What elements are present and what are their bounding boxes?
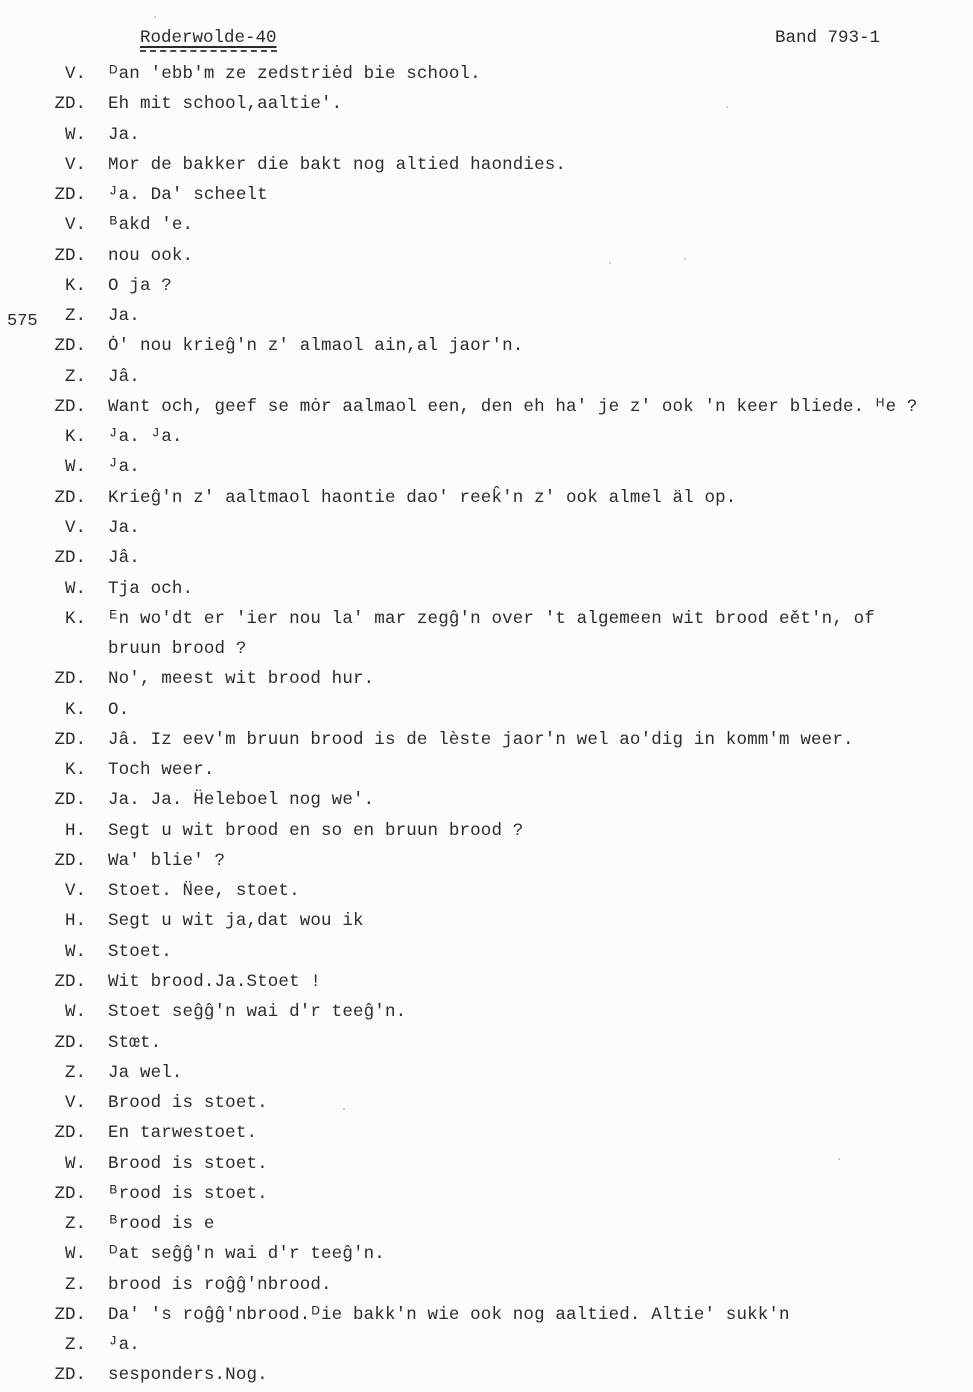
transcript-line [0, 483, 973, 513]
line-text: Eh mit school,aaltie'. [108, 94, 343, 115]
speaker-label: ZD. [54, 336, 86, 357]
speaker-label: ZD. [54, 790, 86, 811]
speaker-label: K. [64, 275, 86, 296]
line-text: ᴮrood is stoet. [108, 1183, 268, 1204]
line-text: ᴶa. [108, 1335, 140, 1356]
transcript-line [0, 906, 973, 936]
transcript-line [0, 150, 973, 180]
transcript-line [0, 785, 973, 815]
speaker-label: ZD. [54, 245, 86, 266]
transcript-line [0, 301, 973, 331]
transcript-line [0, 816, 973, 846]
line-text: Krieĝ'n z' aaltmaol haontie dao' reek̂'n z' ook almel äl op. [108, 487, 737, 508]
transcript-line [0, 1330, 973, 1360]
speaker-label: V. [64, 517, 86, 538]
transcript-line [0, 574, 973, 604]
transcript-line [0, 846, 973, 876]
line-text: ᴮrood is e [108, 1214, 215, 1235]
transcript [0, 59, 973, 1391]
line-text: brood is roĝĝ'nbrood. [108, 1274, 332, 1295]
transcript-line [0, 1300, 973, 1330]
speaker-label: ZD. [54, 729, 86, 750]
line-text: ᴶa. [108, 457, 140, 478]
transcript-line [0, 331, 973, 361]
speaker-label: ZD. [54, 1123, 86, 1144]
line-text: Stoet. N̈ee, stoet. [108, 881, 300, 902]
speaker-label: K. [64, 608, 86, 629]
transcript-line [0, 392, 973, 422]
line-text: O ja ? [108, 275, 172, 296]
page-header [0, 28, 973, 62]
transcript-line [0, 664, 973, 694]
transcript-line [0, 120, 973, 150]
line-text: ᴶa. ᴶa. [108, 427, 183, 448]
line-text: Wa' blie' ? [108, 850, 226, 871]
speaker-label: K. [64, 760, 86, 781]
speaker-label: W. [64, 1244, 86, 1265]
speaker-label: W. [64, 457, 86, 478]
speaker-label: ZD. [54, 1032, 86, 1053]
line-text: Toch weer. [108, 760, 215, 781]
transcript-line [0, 513, 973, 543]
speaker-label: W. [64, 124, 86, 145]
line-text: Stœt. [108, 1032, 162, 1053]
transcript-line [0, 937, 973, 967]
line-text: No', meest wit brood hur. [108, 669, 375, 690]
line-text: Segt u wit ja,dat wou ik [108, 911, 364, 932]
speaker-label: V. [64, 215, 86, 236]
speaker-label: V. [64, 64, 86, 84]
line-text: Want och, geef se mȯr aalmaol een, den eh ha' je z' ook 'n keer bliede. ᴴe ? [108, 396, 918, 417]
transcript-line [0, 1239, 973, 1269]
speaker-label: V. [64, 154, 86, 175]
speaker-label: W. [64, 1002, 86, 1023]
speaker-label: K. [64, 699, 86, 720]
line-text: Da' 's roĝĝ'nbrood.ᴰie bakk'n wie ook nog aaltied. Altie' sukk'n [108, 1304, 790, 1325]
scan-speck [154, 16, 156, 18]
line-text: Brood is stoet. [108, 1153, 268, 1174]
line-text: Segt u wit brood en so en bruun brood ? [108, 820, 524, 841]
transcript-line [0, 634, 973, 664]
speaker-label: ZD. [54, 396, 86, 417]
transcript-line [0, 1149, 973, 1179]
speaker-label: H. [64, 820, 86, 841]
line-text: En tarwestoet. [108, 1123, 258, 1144]
transcript-line [0, 210, 973, 240]
transcript-line [0, 362, 973, 392]
speaker-label: ZD. [54, 971, 86, 992]
speaker-label: ZD. [54, 185, 86, 206]
transcript-line [0, 1270, 973, 1300]
line-text: Ȯ' nou krieĝ'n z' almaol ain,al jaor'n. [108, 336, 524, 357]
line-text: Tja och. [108, 578, 194, 599]
transcript-line [0, 725, 973, 755]
speaker-label: W. [64, 1153, 86, 1174]
transcript-line [0, 452, 973, 482]
speaker-label: K. [64, 427, 86, 448]
transcript-line [0, 1118, 973, 1148]
transcript-line [0, 755, 973, 785]
speaker-label: Z. [64, 1274, 86, 1295]
speaker-label: H. [64, 911, 86, 932]
speaker-label: V. [64, 881, 86, 902]
line-text: bruun brood ? [108, 639, 247, 660]
speaker-label: ZD. [54, 1183, 86, 1204]
line-text: ᴰan 'ebb'm ze zedstriėd bie school. [108, 64, 481, 84]
line-text: ᴰat seĝĝ'n wai d'r teeĝ'n. [108, 1244, 385, 1265]
line-text: Wit brood.Ja.Stoet ! [108, 971, 322, 992]
speaker-label: Z. [64, 306, 86, 327]
line-text: sesponders.Nog. [108, 1365, 268, 1386]
transcript-line [0, 59, 973, 89]
speaker-label: ZD. [54, 487, 86, 508]
transcript-line [0, 967, 973, 997]
speaker-label: Z. [64, 1062, 86, 1083]
transcript-line [0, 180, 973, 210]
transcript-line [0, 1179, 973, 1209]
speaker-label: ZD. [54, 94, 86, 115]
transcript-line [0, 997, 973, 1027]
speaker-label: Z. [64, 366, 86, 387]
speaker-label: ZD. [54, 548, 86, 569]
transcript-line [0, 89, 973, 119]
speaker-label: ZD. [54, 1365, 86, 1386]
line-text: Ja wel. [108, 1062, 183, 1083]
transcript-line [0, 241, 973, 271]
speaker-label: Z. [64, 1335, 86, 1356]
line-text: Stoet seĝĝ'n wai d'r teeĝ'n. [108, 1002, 407, 1023]
line-text: Jâ. [108, 548, 140, 569]
page-title: Roderwolde-40 [140, 28, 277, 52]
transcript-line [0, 876, 973, 906]
transcript-line [0, 271, 973, 301]
speaker-label: Z. [64, 1214, 86, 1235]
transcript-line [0, 422, 973, 452]
transcript-line [0, 695, 973, 725]
line-text: Ja. [108, 306, 140, 327]
line-text: Ja. [108, 517, 140, 538]
margin-line-number: 575 [7, 312, 38, 332]
line-text: Jâ. Iz eev'm bruun brood is de lèste jaor'n wel ao'dig in komm'm weer. [108, 729, 854, 750]
transcript-line [0, 1058, 973, 1088]
line-text: Ja. [108, 124, 140, 145]
transcript-line [0, 1028, 973, 1058]
line-text: O. [108, 699, 130, 720]
speaker-label: V. [64, 1093, 86, 1114]
line-text: ᴶa. Da' scheelt [108, 185, 268, 206]
speaker-label: ZD. [54, 669, 86, 690]
transcript-line [0, 543, 973, 573]
line-text: Mor de bakker die bakt nog altied haondies. [108, 154, 567, 175]
transcript-line [0, 604, 973, 634]
transcript-line [0, 1360, 973, 1390]
line-text: Brood is stoet. [108, 1093, 268, 1114]
speaker-label: ZD. [54, 850, 86, 871]
line-text: ᴮakd 'e. [108, 215, 194, 236]
band-number: Band 793-1 [775, 28, 881, 48]
speaker-label: ZD. [54, 1304, 86, 1325]
speaker-label: W. [64, 578, 86, 599]
line-text: Ja. Ja. Ḧeleboel nog we'. [108, 790, 375, 811]
line-text: ᴱn wo'dt er 'ier nou la' mar zegĝ'n over 't algemeen wit brood eět'n, of [108, 608, 875, 629]
speaker-label: W. [64, 941, 86, 962]
line-text: nou ook. [108, 245, 194, 266]
line-text: Jâ. [108, 366, 140, 387]
transcript-line [0, 1209, 973, 1239]
transcript-line [0, 1088, 973, 1118]
line-text: Stoet. [108, 941, 172, 962]
